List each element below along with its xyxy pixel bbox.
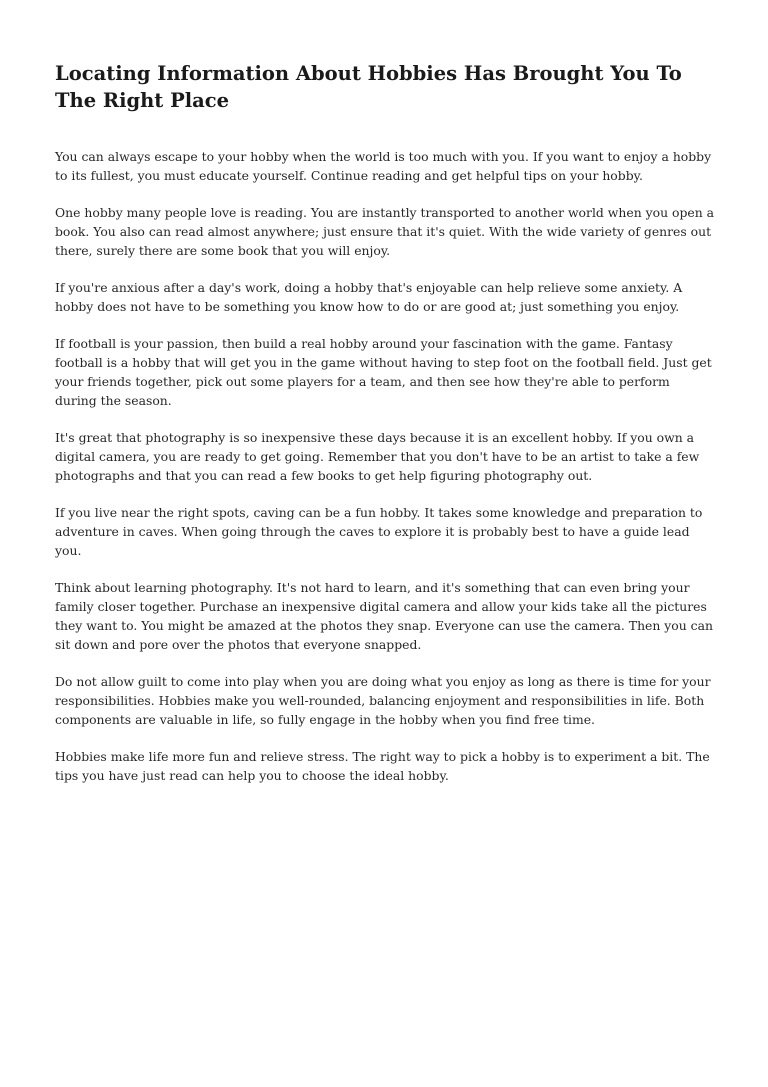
paragraph-family-photography: Think about learning photography. It's not hard to learn, and it's something that can even bring your family closer together. Purchase an inexpensive digital camera and allow your kids take all the pictures they want to. You might be amazed at the photos they snap. Everyone can use the camera. Then you can sit down and pore over the photos that everyone snapped.	[55, 580, 713, 652]
paragraph-intro: You can always escape to your hobby when the world is too much with you. If you want to enjoy a hobby to its fullest, you must educate yourself. Continue reading and get helpful tips on your hobby.	[55, 149, 712, 183]
document-page	[55, 60, 715, 803]
paragraph-football: If football is your passion, then build a real hobby around your fascination with the game. Fantasy football is a hobby that will get you in the game without having to step foot on the football field. Just get your friends together, pick out some players for a team, and then see how they're able to perform during the season.	[55, 336, 712, 408]
paragraph-anxiety: If you're anxious after a day's work, doing a hobby that's enjoyable can help relieve some anxiety. A hobby does not have to be something you know how to do or are good at; just something you enjoy.	[55, 280, 683, 314]
paragraph-conclusion: Hobbies make life more fun and relieve stress. The right way to pick a hobby is to experiment a bit. The tips you have just read can help you to choose the ideal hobby.	[55, 749, 710, 783]
document-title: Locating Information About Hobbies Has Brought You To The Right Place	[55, 62, 682, 112]
paragraph-caving: If you live near the right spots, caving can be a fun hobby. It takes some knowledge and preparation to adventure in caves. When going through the caves to explore it is probably best to have a guide lead you.	[55, 505, 703, 558]
paragraph-photography: It's great that photography is so inexpensive these days because it is an excellent hobby. If you own a digital camera, you are ready to get going. Remember that you don't have to be an artist to take a few photographs and that you can read a few books to get help figuring photography out.	[55, 430, 700, 483]
paragraph-reading: One hobby many people love is reading. You are instantly transported to another world when you open a book. You also can read almost anywhere; just ensure that it's quiet. With the wide variety of genres out there, surely there are some book that you will enjoy.	[55, 205, 715, 258]
paragraph-guilt: Do not allow guilt to come into play when you are doing what you enjoy as long as there is time for your responsibilities. Hobbies make you well-rounded, balancing enjoyment and responsibilities in life. Both components are valuable in life, so fully engage in the hobby when you find free time.	[55, 674, 711, 727]
